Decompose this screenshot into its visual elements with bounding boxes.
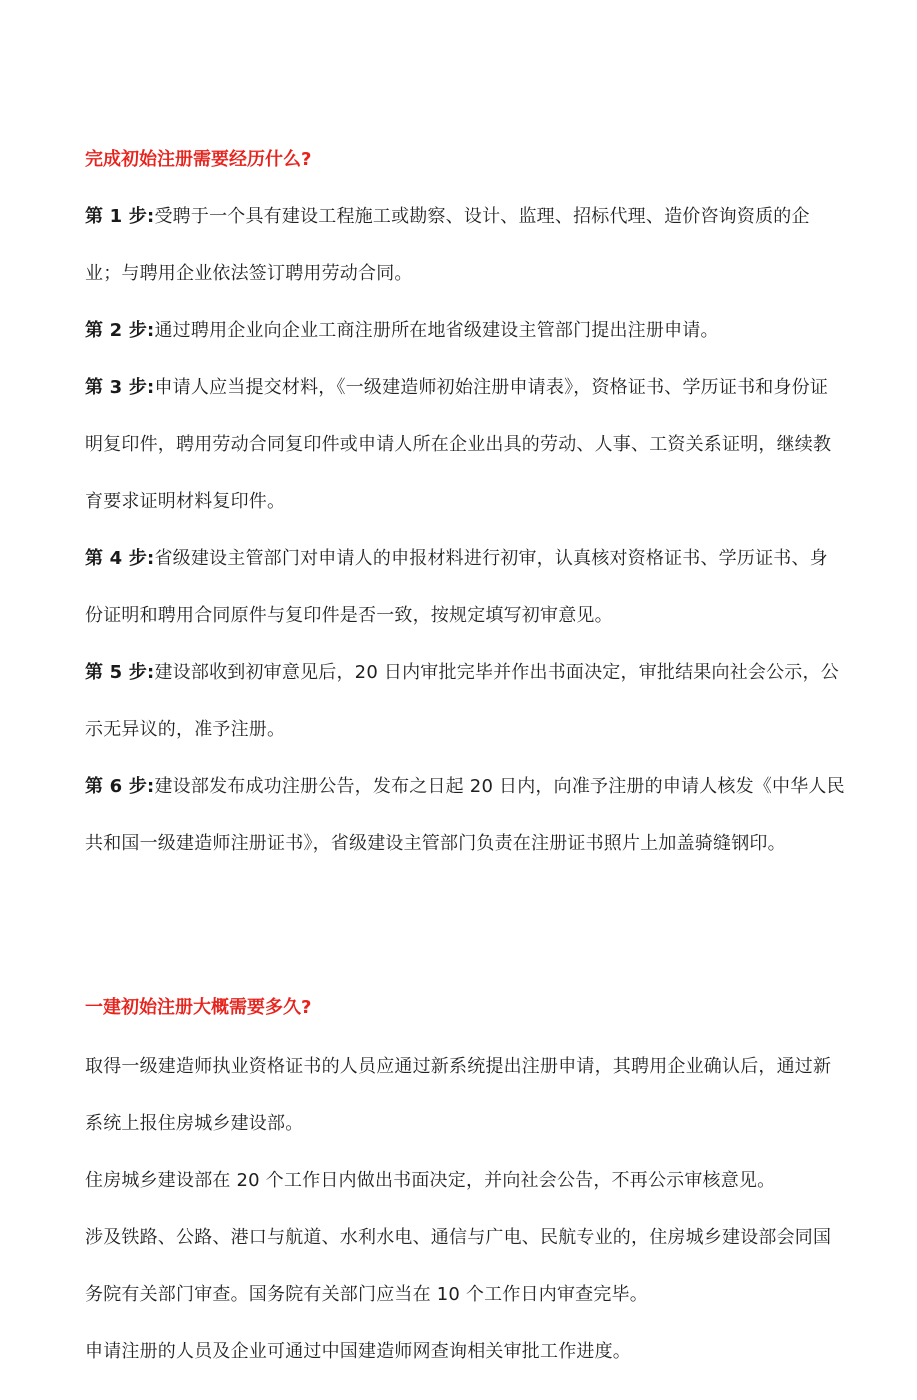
step-6-label: 第 6 步:: [85, 776, 155, 797]
duration-paragraph-1: 取得一级建造师执业资格证书的人员应通过新系统提出注册申请，其聘用企业确认后，通过新系统上报住房城乡建设部。: [85, 1056, 832, 1134]
duration-paragraph-2: 住房城乡建设部在 20 个工作日内做出书面决定，并向社会公告，不再公示审核意见。: [85, 1170, 776, 1191]
section-heading-registration-steps: 完成初始注册需要经历什么?: [85, 149, 312, 170]
step-4-label: 第 4 步:: [85, 548, 155, 569]
step-3-text: 申请人应当提交材料，《一级建造师初始注册申请表》，资格证书、学历证书和身份证明复印件，聘用劳动合同复印件或申请人所在企业出具的劳动、人事、工资关系证明，继续教育要求证明材料复印件。: [85, 377, 832, 512]
steps-list: [85, 188, 845, 872]
step-1-text: 受聘于一个具有建设工程施工或勘察、设计、监理、招标代理、造价咨询资质的企业；与聘用企业依法签订聘用劳动合同。: [85, 206, 810, 284]
step-1: [85, 188, 845, 302]
duration-paragraph-4: 申请注册的人员及企业可通过中国建造师网查询相关审批工作进度。: [85, 1341, 631, 1362]
step-1-label: 第 1 步:: [85, 206, 155, 227]
duration-paragraph-3: 涉及铁路、公路、港口与航道、水利水电、通信与广电、民航专业的，住房城乡建设部会同国务院有关部门审查。国务院有关部门应当在 10 个工作日内审查完毕。: [85, 1227, 832, 1305]
step-6-text: 建设部发布成功注册公告，发布之日起 20 日内，向准予注册的申请人核发《中华人民共和国一级建造师注册证书》，省级建设主管部门负责在注册证书照片上加盖骑缝钢印。: [85, 776, 845, 854]
step-2-label: 第 2 步:: [85, 320, 155, 341]
step-3-label: 第 3 步:: [85, 377, 155, 398]
step-6: [85, 758, 845, 872]
duration-paragraphs: [85, 1038, 845, 1380]
section-heading-registration-duration: 一建初始注册大概需要多久?: [85, 997, 312, 1018]
step-5: [85, 644, 845, 758]
step-2-text: 通过聘用企业向企业工商注册所在地省级建设主管部门提出注册申请。: [154, 320, 719, 341]
step-5-label: 第 5 步:: [85, 662, 155, 683]
step-4-text: 省级建设主管部门对申请人的申报材料进行初审，认真核对资格证书、学历证书、身份证明和聘用合同原件与复印件是否一致，按规定填写初审意见。: [85, 548, 828, 626]
step-3: [85, 359, 845, 530]
step-4: [85, 530, 845, 644]
step-5-text: 建设部收到初审意见后，20 日内审批完毕并作出书面决定，审批结果向社会公示，公示无异议的，准予注册。: [85, 662, 839, 740]
step-2: [85, 302, 845, 359]
